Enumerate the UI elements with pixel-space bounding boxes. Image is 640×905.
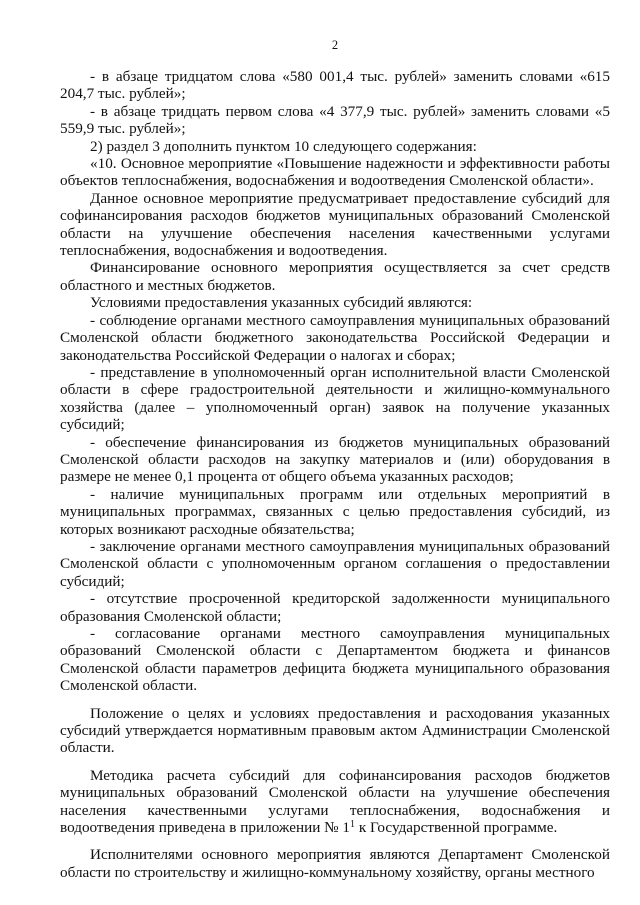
regulation-paragraph: Положение о целях и условиях предоставления и расходования указанных субсидий утверждается нормативным правовым актом Администрации Смоленской области. (60, 704, 610, 757)
page-number: 2 (331, 38, 339, 52)
appendix-superscript: 1 (350, 819, 356, 831)
methodology-paragraph (60, 767, 610, 837)
methodology-text-end: к Государственной программе. (355, 819, 558, 837)
condition-item: - заключение органами местного самоуправления муниципальных образований Смоленской области с уполномоченным органом соглашения о предоставлении субсидий; (60, 537, 610, 590)
measure-description: Данное основное мероприятие предусматривает предоставление субсидий для софинансирования расходов бюджетов муниципальных образований Смоленской области на улучшение обеспечения населения качественными услугами теплоснабжения, водоснабжения и водоотведения. (60, 189, 610, 260)
item-10-heading: «10. Основное мероприятие «Повышение надежности и эффективности работы объектов теплоснабжения, водоснабжения и водоотведения Смоленской области». (60, 155, 610, 190)
amendment-paragraph-31: - в абзаце тридцать первом слова «4 377,9 тыс. рублей» заменить словами «5 559,9 тыс. рублей»; (60, 102, 610, 138)
condition-item: - наличие муниципальных программ или отдельных мероприятий в муниципальных программах, связанных с целью предоставления субсидий, из которых возникают расходные обязательства; (60, 485, 610, 538)
section-3-amendment: 2) раздел 3 дополнить пунктом 10 следующего содержания: (90, 137, 477, 155)
condition-item: - представление в уполномоченный орган исполнительной власти Смоленской области в сфере градостроительной деятельности и жилищно-коммунального хозяйства (далее – уполномоченный орган) заявок на получение указанных субсидий; (60, 363, 610, 434)
amendment-paragraph-30: - в абзаце тридцатом слова «580 001,4 тыс. рублей» заменить словами «615 204,7 тыс. рублей»; (60, 68, 610, 103)
financing-paragraph: Финансирование основного мероприятия осуществляется за счет средств областного и местных бюджетов. (60, 259, 610, 294)
condition-item: - согласование органами местного самоуправления муниципальных образований Смоленской области с Департаментом бюджета и финансов Смоленской области параметров дефицита бюджета муниципального образования Смоленской области. (60, 625, 610, 695)
conditions-intro: Условиями предоставления указанных субсидий являются: (90, 294, 473, 312)
condition-item: - соблюдение органами местного самоуправления муниципальных образований Смоленской области бюджетного законодательства Российской Федерации и законодательства Российской Федерации о налогах и сборах; (60, 311, 610, 364)
condition-item: - отсутствие просроченной кредиторской задолженности муниципального образования Смоленской области; (60, 590, 610, 625)
document-body (60, 68, 610, 881)
methodology-text: Методика расчета субсидий для софинансирования расходов бюджетов муниципальных образований Смоленской области на улучшение обеспечения населения качественными услугами теплоснабжения, водоснабжения и водоотведения приведена в приложении № 1 (60, 766, 610, 837)
executors-paragraph: Исполнителями основного мероприятия являются Департамент Смоленской области по строительству и жилищно-коммунальному хозяйству, органы местного (60, 846, 610, 881)
condition-item: - обеспечение финансирования из бюджетов муниципальных образований Смоленской области расходов на закупку материалов и (или) оборудования в размере не менее 0,1 процента от общего объема указанных расходов; (60, 433, 610, 486)
